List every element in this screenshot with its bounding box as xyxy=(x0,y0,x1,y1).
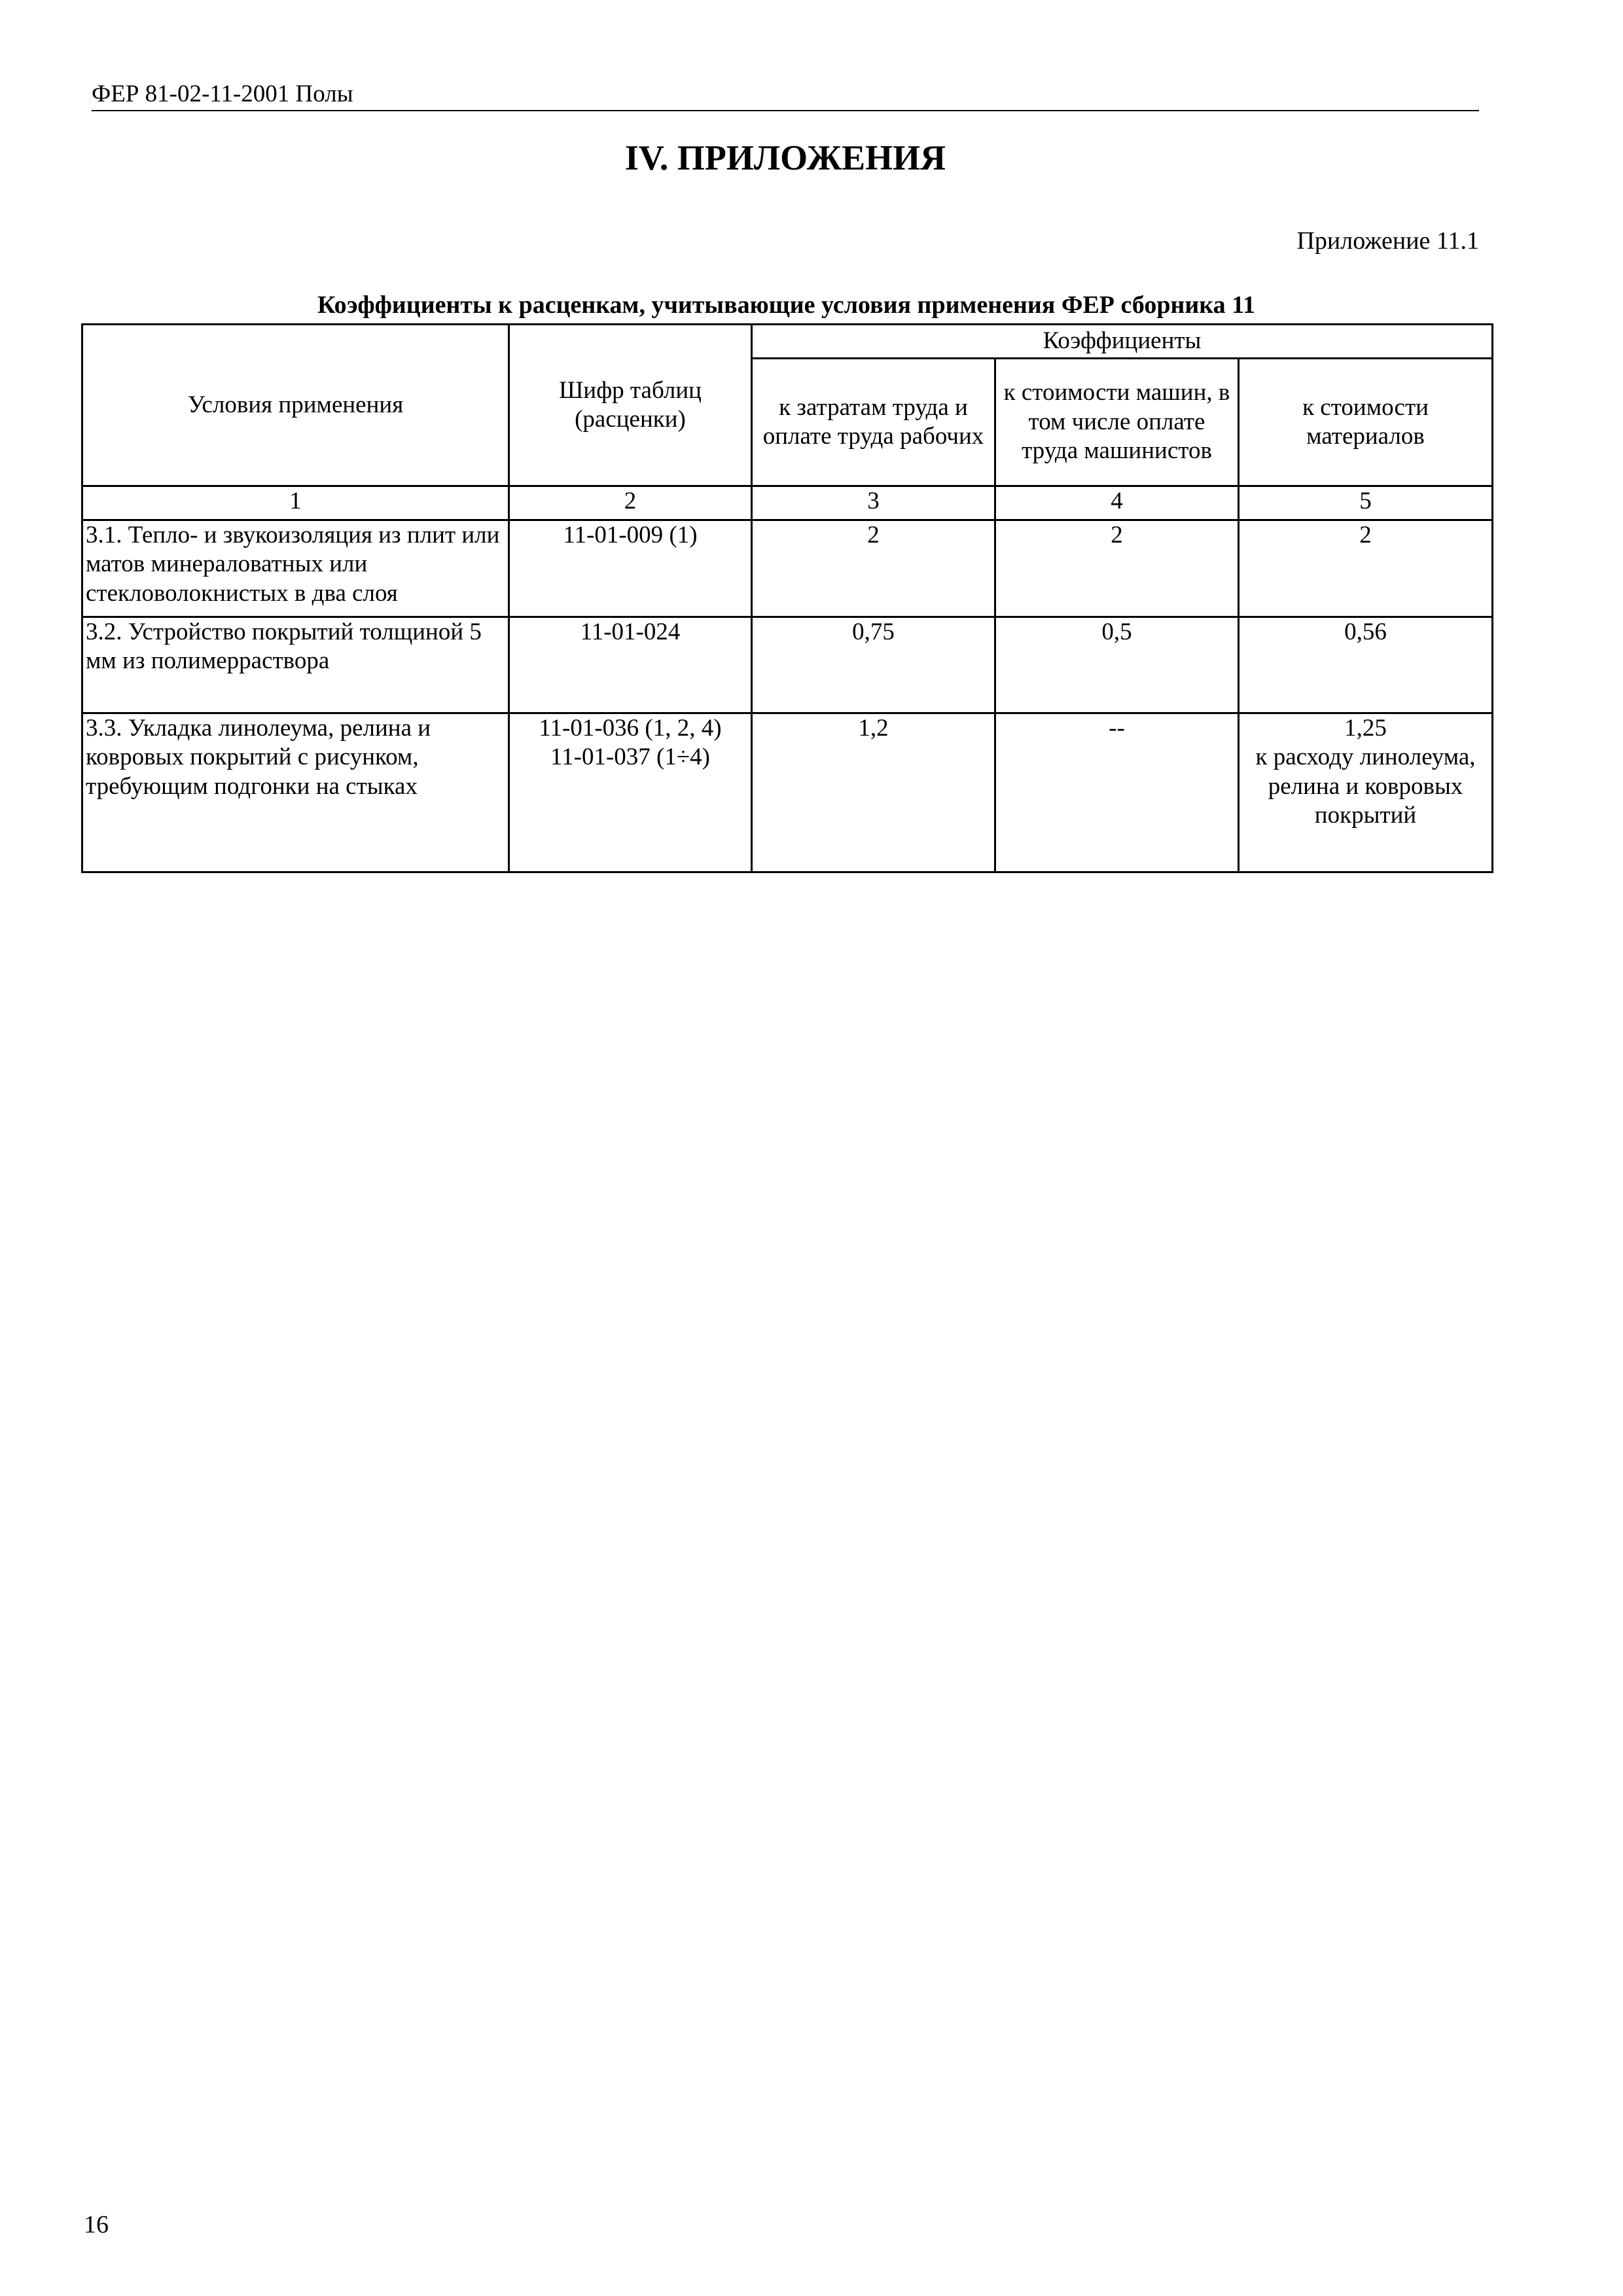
materials-coef-cell: 0,56 xyxy=(1239,617,1493,713)
coefficients-table xyxy=(81,323,1493,873)
column-number: 3 xyxy=(752,486,995,520)
condition-cell: 3.3. Укладка линолеума, релина и ковровых покрытий с рисунком, требующим подгонки на стыках xyxy=(82,713,509,872)
code-cell: 11-01-036 (1, 2, 4) 11-01-037 (1÷4) xyxy=(509,713,752,872)
running-header xyxy=(92,77,1479,111)
machines-coef-cell: -- xyxy=(995,713,1239,872)
column-number: 4 xyxy=(995,486,1239,520)
code-cell: 11-01-009 (1) xyxy=(509,520,752,617)
machines-coef-cell: 0,5 xyxy=(995,617,1239,713)
page-number: 16 xyxy=(84,2211,109,2238)
header-coefficients: Коэффициенты xyxy=(752,325,1493,359)
table-caption: Коэффициенты к расценкам, учитывающие условия применения ФЕР сборника 11 xyxy=(317,291,1255,319)
labor-coef-cell: 2 xyxy=(752,520,995,617)
column-number: 1 xyxy=(82,486,509,520)
materials-coef-cell: 2 xyxy=(1239,520,1493,617)
header-row-top xyxy=(82,325,1493,359)
column-number: 5 xyxy=(1239,486,1493,520)
labor-coef-cell: 0,75 xyxy=(752,617,995,713)
condition-cell: 3.1. Тепло- и звукоизоляция из плит или матов минераловатных или стекловолокнистых в два слоя xyxy=(82,520,509,617)
header-machines: к стоимости машин, в том числе оплате труда машинистов xyxy=(995,359,1239,486)
header-labor: к затратам труда и оплате труда рабочих xyxy=(752,359,995,486)
header-code: Шифр таблиц (расценки) xyxy=(509,325,752,486)
header-materials: к стоимости материалов xyxy=(1239,359,1493,486)
section-title: IV. ПРИЛОЖЕНИЯ xyxy=(624,138,946,177)
column-number-row xyxy=(82,486,1493,520)
column-number: 2 xyxy=(509,486,752,520)
header-conditions: Условия применения xyxy=(82,325,509,486)
table-row xyxy=(82,617,1493,713)
appendix-label: Приложение 11.1 xyxy=(1296,227,1479,255)
table-row xyxy=(82,713,1493,872)
condition-cell: 3.2. Устройство покрытий толщиной 5 мм из полимерраствора xyxy=(82,617,509,713)
labor-coef-cell: 1,2 xyxy=(752,713,995,872)
table-row xyxy=(82,520,1493,617)
header-doc-code: ФЕР 81-02-11-2001 Полы xyxy=(92,81,353,107)
materials-coef-cell: 1,25 к расходу линолеума, релина и ковровых покрытий xyxy=(1239,713,1493,872)
code-cell: 11-01-024 xyxy=(509,617,752,713)
machines-coef-cell: 2 xyxy=(995,520,1239,617)
